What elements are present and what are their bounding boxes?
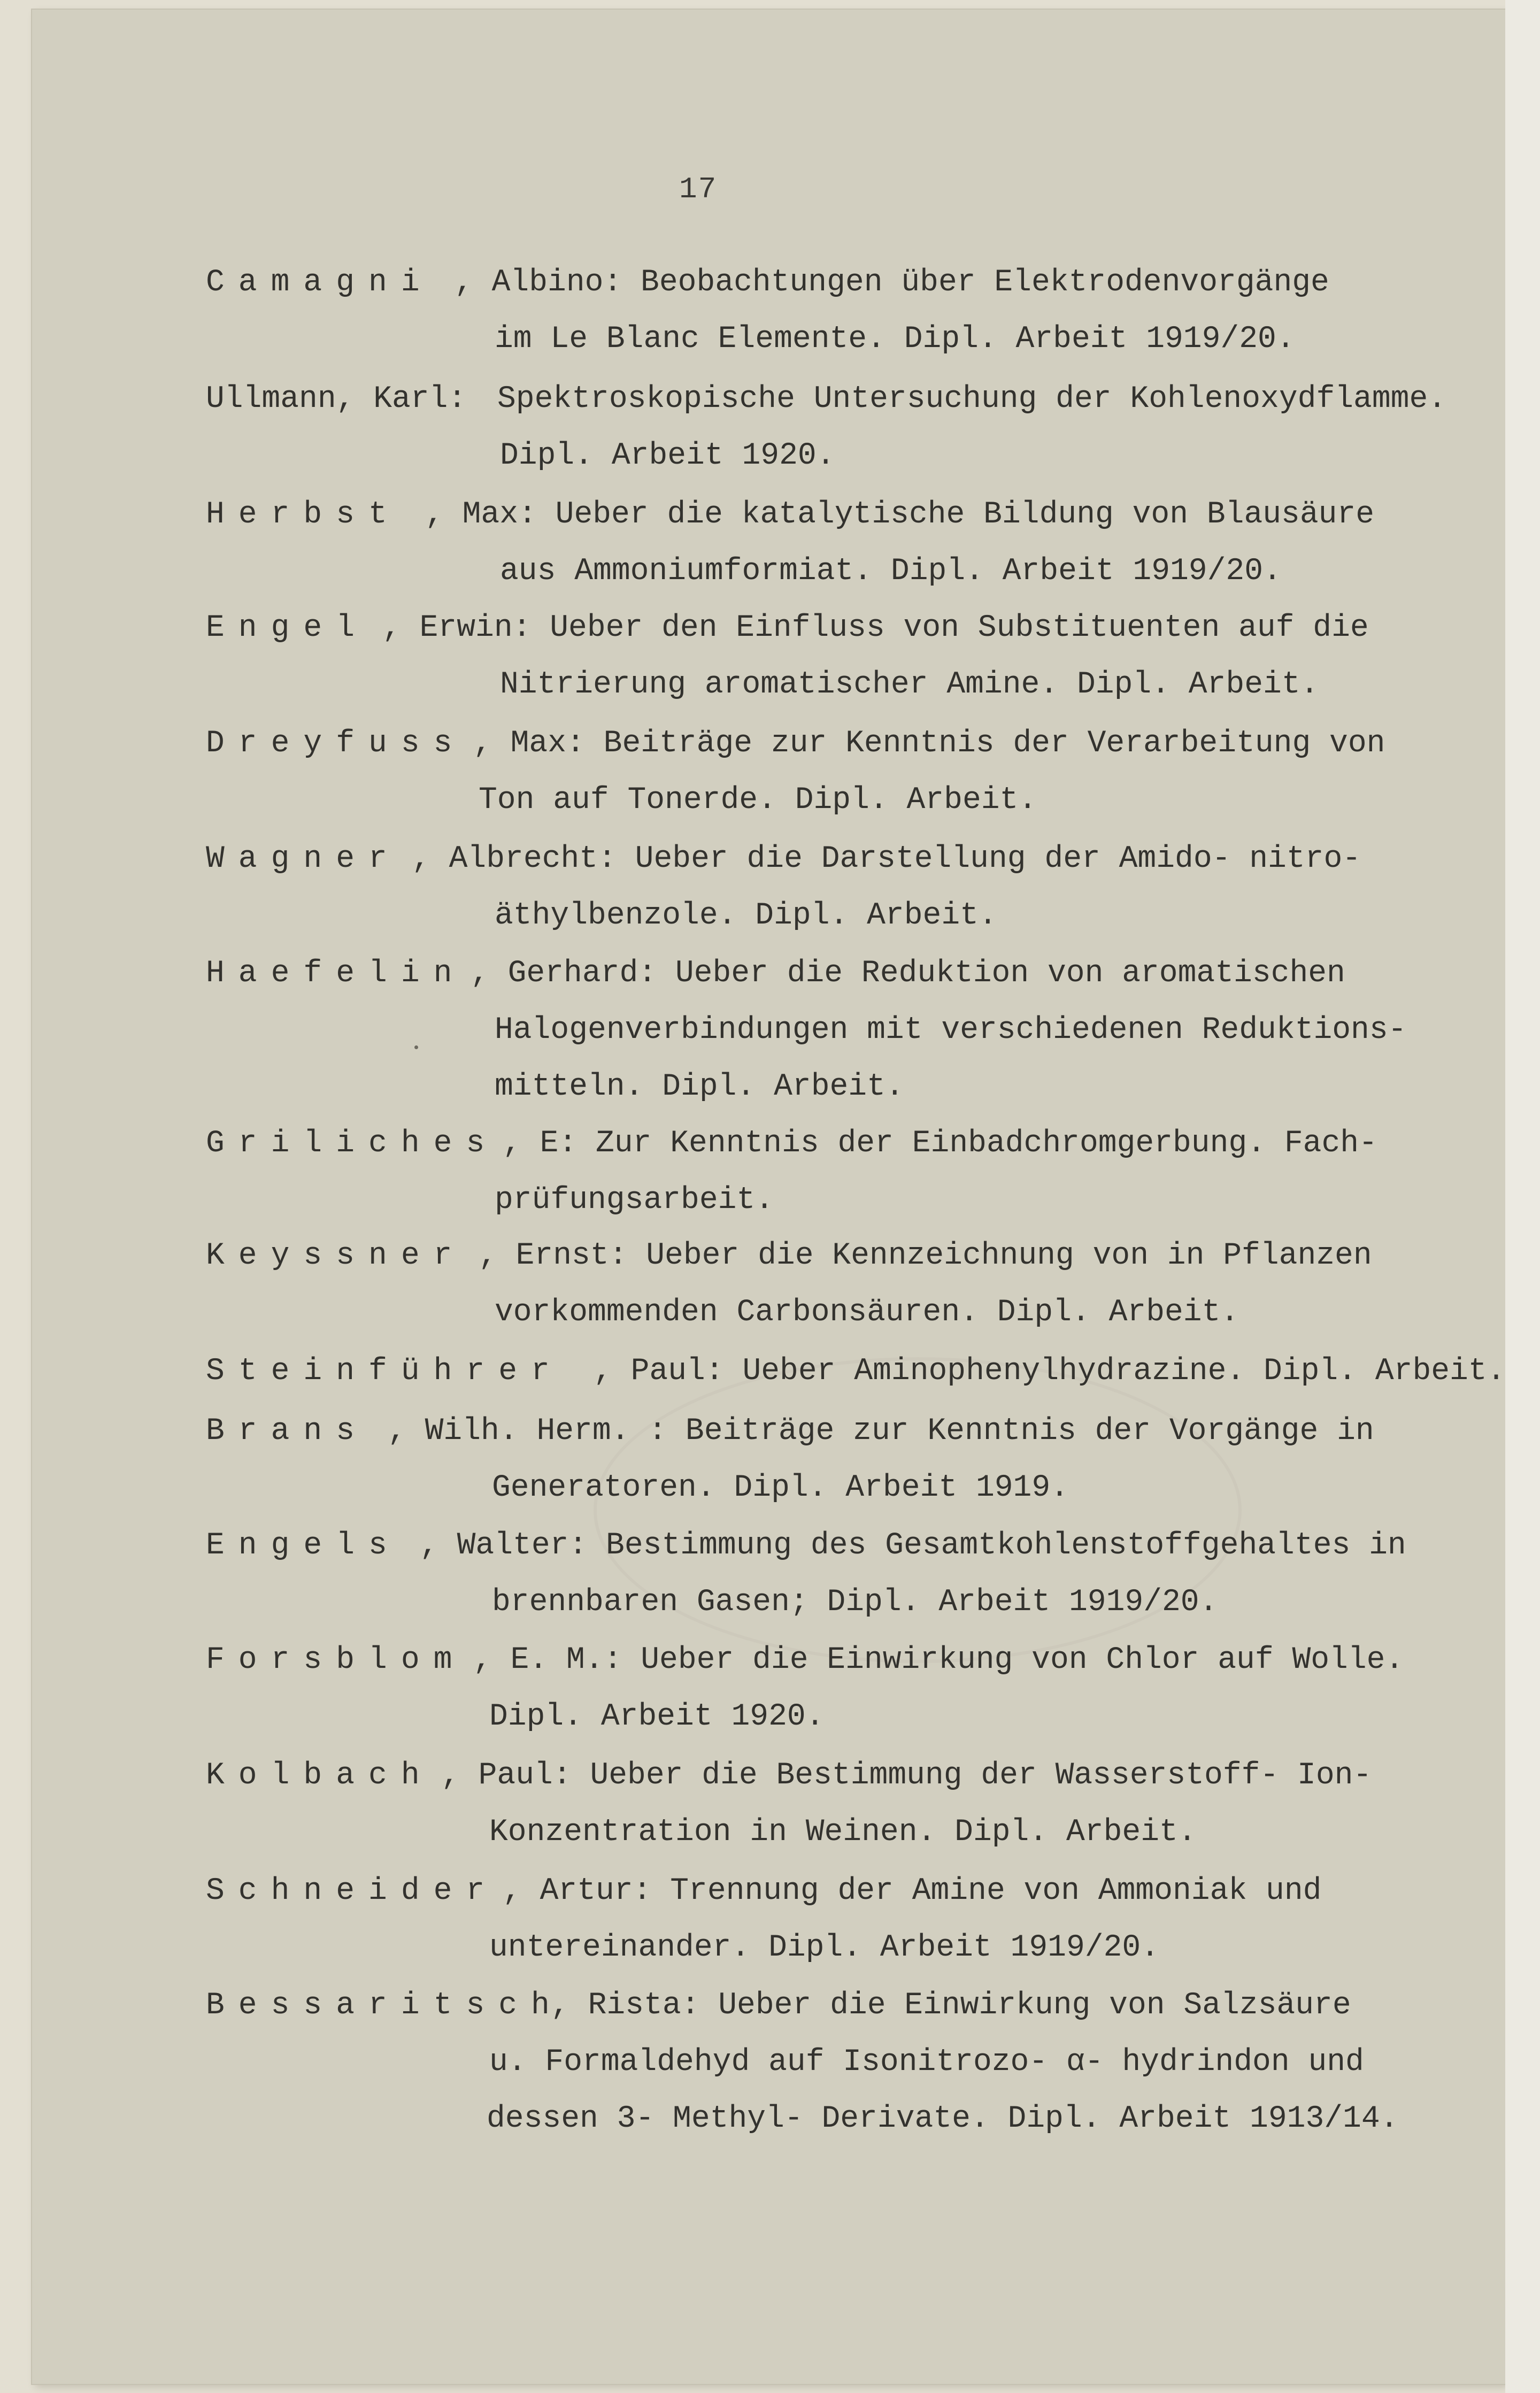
entry-first-line: , Max: Ueber die katalytische Bildung von Blausäure (425, 497, 1375, 532)
entry-name: Herbst (206, 497, 401, 532)
entry-continuation: Dipl. Arbeit 1920. (500, 438, 835, 473)
entry-first-line: , Erwin: Ueber den Einfluss von Substituenten auf die (382, 611, 1369, 645)
entry-first-line: , E: Zur Kenntnis der Einbadchromgerbung. Fach- (503, 1126, 1377, 1161)
entry-first-line: , Wilh. Herm. : Beiträge zur Kenntnis der Vorgänge in (388, 1414, 1374, 1449)
entry-continuation: u. Formaldehyd auf Isonitrozo- α- hydrindon und (489, 2045, 1364, 2080)
entry-first-line: Spektroskopische Untersuchung der Kohlenoxydflamme. (497, 382, 1447, 417)
entry-name: Keyssner (206, 1238, 466, 1273)
entry-continuation: mitteln. Dipl. Arbeit. (495, 1069, 904, 1104)
entry-continuation: Generatoren. Dipl. Arbeit 1919. (492, 1471, 1069, 1505)
entry-name: Ullmann, Karl: (206, 382, 467, 417)
entry-name: Engels (206, 1528, 401, 1563)
scan-margin (1505, 0, 1540, 2393)
entry-first-line: , Rista: Ueber die Einwirkung von Salzsäure (551, 1988, 1351, 2023)
entry-name: Kolbach (206, 1758, 434, 1793)
entry-name: Bessaritsch (206, 1988, 564, 2023)
entry-first-line: , Albrecht: Ueber die Darstellung der Amido- nitro- (412, 842, 1361, 876)
entry-continuation: brennbaren Gasen; Dipl. Arbeit 1919/20. (492, 1585, 1218, 1620)
entry-first-line: , Artur: Trennung der Amine von Ammoniak und (503, 1874, 1322, 1909)
entry-name: Steinführer (206, 1354, 564, 1389)
entry-continuation: prüfungsarbeit. (495, 1183, 774, 1218)
entry-first-line: , Ernst: Ueber die Kennzeichnung von in Pflanzen (479, 1238, 1372, 1273)
entry-continuation: Dipl. Arbeit 1920. (489, 1699, 825, 1734)
entry-name: Dreyfuss (206, 726, 466, 761)
entry-continuation: Konzentration in Weinen. Dipl. Arbeit. (489, 1815, 1197, 1850)
entry-continuation: untereinander. Dipl. Arbeit 1919/20. (489, 1930, 1160, 1965)
entry-name: Schneider (206, 1874, 499, 1909)
entry-name: Forsblom (206, 1643, 466, 1678)
entry-continuation: dessen 3- Methyl- Derivate. Dipl. Arbeit 1913/14. (487, 2102, 1399, 2136)
entry-continuation: Ton auf Tonerde. Dipl. Arbeit. (479, 783, 1037, 818)
page-number: 17 (679, 172, 718, 206)
entry-first-line: , Paul: Ueber Aminophenylhydrazine. Dipl. Arbeit. (594, 1354, 1506, 1389)
entry-continuation: vorkommenden Carbonsäuren. Dipl. Arbeit. (495, 1295, 1239, 1330)
entry-first-line: , Gerhard: Ueber die Reduktion von aromatischen (471, 956, 1345, 991)
entry-continuation: Halogenverbindungen mit verschiedenen Reduktions- (495, 1013, 1407, 1048)
entry-continuation: Nitrierung aromatischer Amine. Dipl. Arbeit. (500, 667, 1319, 702)
entry-first-line: , E. M.: Ueber die Einwirkung von Chlor auf Wolle. (473, 1643, 1404, 1678)
entry-name: Camagni (206, 265, 434, 300)
entry-first-line: , Paul: Ueber die Bestimmung der Wasserstoff- Ion- (441, 1758, 1372, 1793)
entry-continuation: äthylbenzole. Dipl. Arbeit. (495, 898, 997, 933)
entry-first-line: , Albino: Beobachtungen über Elektrodenvorgänge (455, 265, 1329, 300)
entry-name: Brans (206, 1414, 369, 1449)
entry-first-line: , Max: Beiträge zur Kenntnis der Verarbeitung von (473, 726, 1385, 761)
entry-name: Griliches (206, 1126, 499, 1161)
entry-first-line: , Walter: Bestimmung des Gesamtkohlenstoffgehaltes in (420, 1528, 1406, 1563)
entry-name: Haefelin (206, 956, 466, 991)
entry-continuation: aus Ammoniumformiat. Dipl. Arbeit 1919/20. (500, 554, 1282, 589)
stray-mark (414, 1045, 418, 1049)
entry-name: Wagner (206, 842, 401, 876)
entry-continuation: im Le Blanc Elemente. Dipl. Arbeit 1919/20. (495, 322, 1295, 357)
entry-name: Engel (206, 611, 369, 645)
